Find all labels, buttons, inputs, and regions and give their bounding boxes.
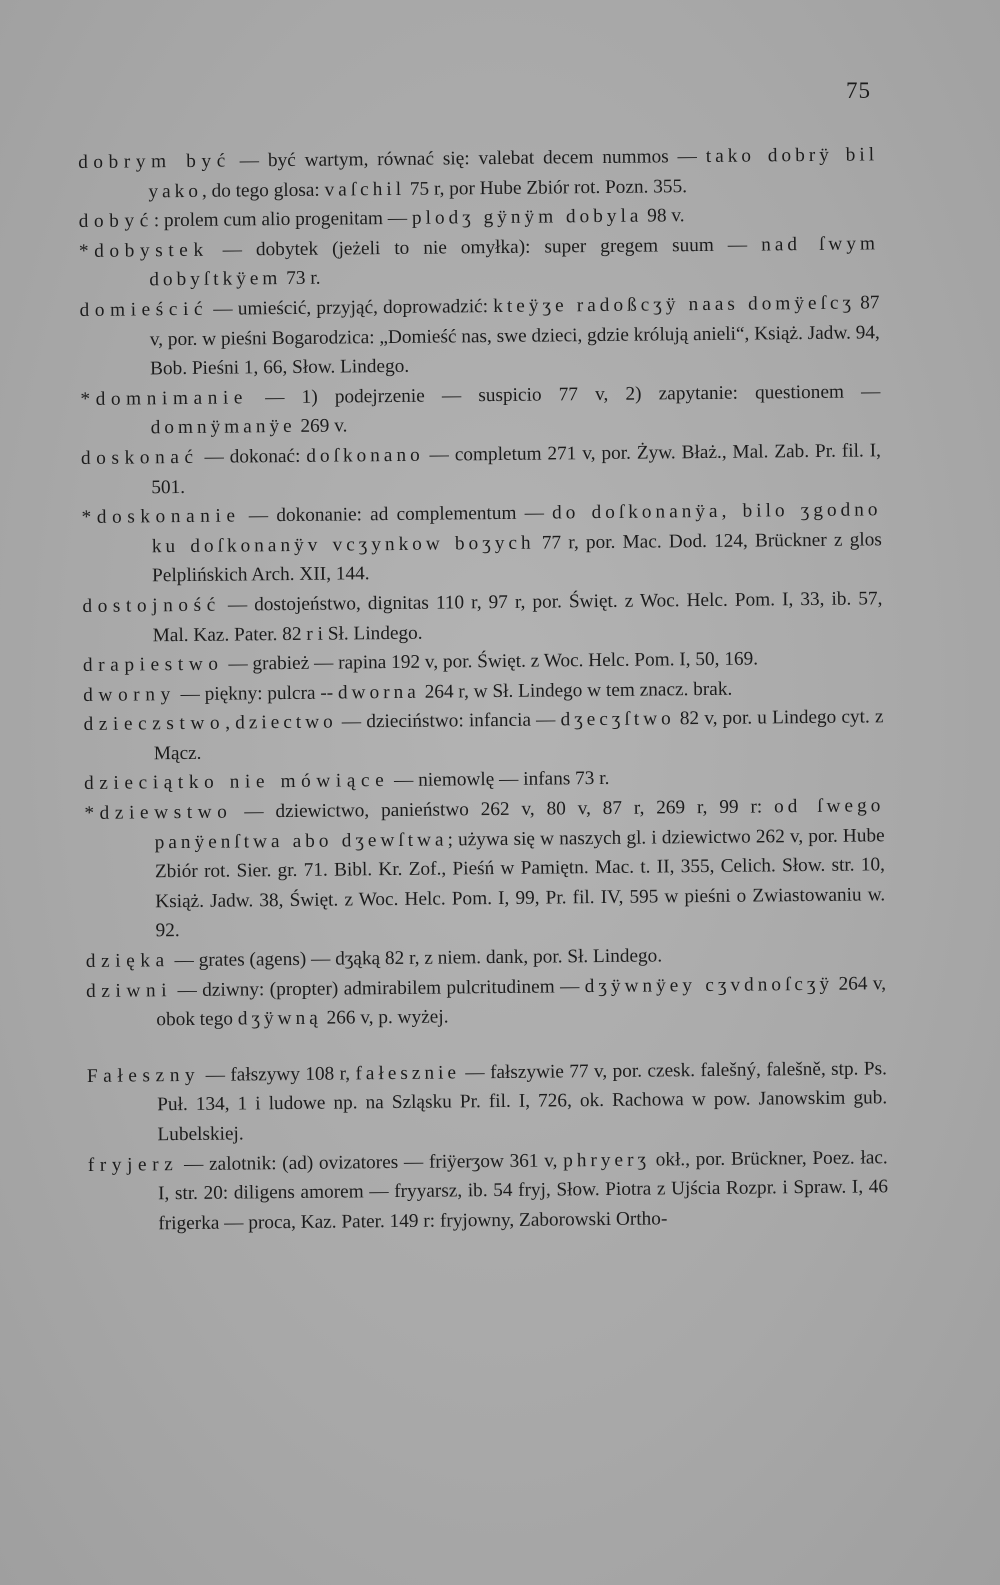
entry-text: — dziwny: (propter) admirabilem pulcritudinem —: [172, 975, 585, 1001]
spaced-quotation: dworna: [337, 681, 420, 704]
spaced-quotation: nad ſwym dobyſtkÿem: [149, 233, 880, 291]
entry-text: — dobytek (jeżeli to nie omyłka): super gregem suum —: [208, 234, 762, 261]
entry-text: 82 v, por. u Lindego cyt. z Mącz.: [153, 706, 884, 765]
entry-text: 98 v.: [642, 205, 685, 227]
spaced-quotation: vaſchil: [324, 178, 406, 201]
dictionary-entry: [82, 584, 883, 651]
entry-headword: dworny: [83, 683, 176, 706]
spaced-quotation: dʒÿwnÿey cʒvdnoſcʒÿ: [584, 973, 834, 997]
entry-text: — 1) podejrzenie — suspicio 77 v, 2) zapytanie: questionem —: [247, 381, 881, 409]
entry-headword: dzieciątko nie mówiące: [84, 770, 390, 795]
entry-headword: *dobystek: [78, 239, 209, 262]
entry-text: — fałszywy 108 r,: [200, 1063, 356, 1086]
entry-headword: dziwni: [85, 979, 173, 1002]
entry-text: 266 v, p. wyżej.: [321, 1006, 449, 1029]
page-number: 75: [846, 78, 871, 103]
entry-headword: dostojność: [82, 594, 221, 617]
spaced-quotation: kteÿʒe radoßcʒÿ naas domÿeſcʒ: [493, 292, 856, 317]
dictionary-entry: [79, 229, 880, 296]
spaced-quotation: dʒecʒſtwo: [560, 708, 675, 731]
entry-text: — grabież — rapina 192 v, por. Święt. z Woc. Helc. Pom. I, 50, 169.: [223, 648, 759, 675]
entry-text: — dokonać:: [198, 445, 307, 468]
dictionary-entry: [80, 377, 881, 444]
entry-headword: drapiestwo: [82, 653, 224, 677]
entry-text: 75 r, por Hube Zbiór rot. Pozn. 355.: [404, 175, 688, 200]
spaced-quotation: od ſwego panÿenſtwa abo dʒewſtwa: [154, 795, 885, 853]
entry-text: 73 r.: [281, 268, 321, 290]
entry-text: ,: [225, 712, 236, 734]
entry-text: 264 r, w Sł. Lindego w tem znacz. brak.: [419, 678, 733, 703]
entry-text: — dokonanie: ad complementum —: [240, 502, 553, 527]
dictionary-entry: [78, 140, 879, 207]
entry-text: 87 v, por. w pieśni Bogarodzica: „Domieść nas, swe dzieci, gdzie królują anieli“, Książ. Jadw. 94, Bob. Pieśni 1, 66, Słow. Lindego.: [149, 292, 880, 380]
dictionary-entry: [84, 791, 885, 947]
entry-headword: *dziewstwo: [84, 801, 233, 825]
entry-headword: *domnimanie: [80, 387, 249, 410]
entry-text: friÿerʒow 361 v,: [428, 1149, 564, 1173]
spaced-quotation: plodʒ gÿnÿm dobyla: [411, 205, 643, 229]
entry-text: , do tego glosa:: [201, 179, 325, 202]
dictionary-entry: [88, 1143, 889, 1239]
entry-text: 77 r, por. Mac. Dod. 124, Brückner z glos Pelplińskich Arch. XII, 144.: [152, 529, 882, 587]
dictionary-entry: [86, 969, 887, 1036]
entry-headword: dobrym być: [78, 150, 231, 173]
entry-headword: fryjerz: [87, 1153, 179, 1176]
entry-headword: Fałeszny: [86, 1064, 201, 1087]
entry-headword: domieścić: [79, 298, 209, 321]
entry-headword: doskonać: [80, 446, 199, 469]
entry-text: — dziewictwo, panieństwo 262 v, 80 v, 87 r, 269 r, 99 r:: [232, 796, 775, 823]
entry-text: — grates (agens) — dʒąką 82 r, z niem. dank, por. Sł. Lindego.: [169, 945, 663, 972]
spaced-quotation: dziectwo: [235, 711, 337, 734]
dictionary-entries: [78, 140, 888, 1239]
dictionary-entry: [81, 436, 882, 503]
spaced-quotation: phryerʒ: [563, 1149, 651, 1171]
entry-text: — fałszywie 77 v, por. czesk. falešný, falešně, stp. Ps. Puł. 134, 1 i ludowe np. na Szląsku Pr. fil. I, 726, ok. Rachowa w pow. Janowskim gub. Lubelskiej.: [157, 1058, 888, 1146]
entry-text: — dzieciństwo: infancia —: [336, 709, 561, 733]
entry-headword: dobyć: [78, 210, 154, 233]
entry-text: 264 v, obok tego: [156, 972, 887, 1031]
dictionary-entry: [81, 495, 882, 591]
entry-text: — umieścić, przyjąć, doprowadzić:: [208, 295, 494, 320]
entry-text: — piękny: pulcra --: [175, 682, 339, 705]
spaced-quotation: domnÿmanÿe: [150, 416, 296, 439]
entry-text: — dostojeństwo, dignitas 110 r, 97 r, por. Święt. z Woc. Helc. Pom. I, 33, ib. 57, Mal. Kaz. Pater. 82 r i Sł. Lindego.: [152, 588, 883, 646]
entry-text: — zalotnik: (ad) ovizatores —: [178, 1151, 430, 1175]
spaced-quotation: fałesznie: [355, 1062, 461, 1085]
entry-text: 269 v.: [295, 415, 348, 438]
entry-headword: dzieczstwo: [83, 712, 226, 736]
spaced-quotation: doſkonano: [306, 444, 424, 467]
entry-text: — niemowlę — infans 73 r.: [389, 768, 610, 792]
entry-text: — być wartym, równać się: valebat decem nummos —: [230, 145, 706, 172]
spaced-quotation: tako dobrÿ bil yako: [148, 144, 879, 202]
spaced-quotation: dʒÿwną: [237, 1007, 322, 1030]
entry-headword: *doskonanie: [81, 505, 241, 529]
spaced-quotation: do doſkonanÿa, bilo ʒgodno ku doſkonanÿv vcʒynkow boʒych: [151, 499, 882, 558]
entry-text: : prolem cum alio progenitam —: [153, 207, 413, 232]
dictionary-entry: [83, 703, 884, 770]
entry-text: okł., por. Brückner, Poez. łac. I, str. 20: diligens amorem — fryyarsz, ib. 54 fryj, Słow. Piotra z Ujścia Rozpr. i Spraw. I, 46 frigerka — proca, Kaz. Pater. 149 r: fryjowny, Zaborowski Ortho-: [157, 1146, 889, 1235]
dictionary-entry: [79, 288, 880, 384]
entry-text: ; używa się w naszych gl. i dziewictwo 262 v, por. Hube Zbiór rot. Sier. gr. 71. Bibl. Kr. Zof., Pieśń w Pamiętn. Mac. t. II, 355, Celich. Słow. str. 10, Książ. Jadw. 38, Święt. z Woc. Helc. Pom. I, 99, Pr. fil. IV, 595 w pieśni o Zwiastowaniu w. 92.: [154, 824, 886, 942]
entry-text: — completum 271 v, por. Żyw. Błaż., Mal. Zab. Pr. fil. I, 501.: [151, 440, 882, 498]
dictionary-entry: [87, 1054, 888, 1150]
entry-headword: dzięka: [85, 950, 170, 972]
